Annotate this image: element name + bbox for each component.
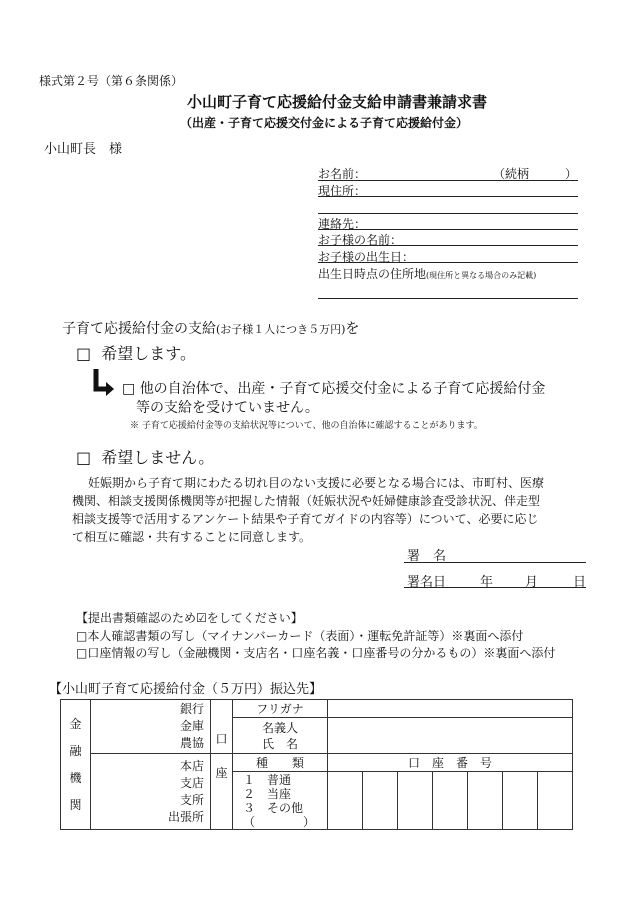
child-birth-field[interactable] — [318, 262, 578, 263]
form-number: 様式第２号（第６条関係） — [39, 74, 184, 88]
account-digit-5[interactable] — [468, 772, 503, 830]
signature-label: 署 名 — [407, 549, 447, 564]
birth-address-note: (現住所と異なる場合のみ記載) — [426, 271, 537, 280]
signature-date-label: 署名日 — [407, 575, 447, 590]
child-name-label: お子様の名前： — [318, 233, 403, 247]
name-label: お名前： — [318, 167, 367, 181]
form-title: 小山町子育て応援給付金支給申請書兼請求書 — [187, 93, 488, 111]
address-field-line2[interactable] — [318, 213, 578, 214]
furigana-label: フリガナ — [233, 700, 328, 718]
relation-label: （続柄 ） — [493, 167, 578, 181]
arrow-down-right-icon — [90, 367, 118, 397]
bank-section-title: 【小山町子育て応援給付金（５万円）振込先】 — [49, 682, 323, 697]
type-label: 種 類 — [233, 754, 328, 772]
doc-item-id[interactable]: □本人確認書類の写し（マイナンバーカード（表面）・運転免許証等）※裏面へ添付 — [76, 629, 524, 643]
day-label: 日 — [573, 575, 587, 590]
bank-name-cell[interactable]: 銀行 金庫 農協 — [91, 700, 211, 754]
account-digit-1[interactable] — [328, 772, 363, 830]
account-digit-3[interactable] — [398, 772, 433, 830]
consent-line-1: 妊娠期から子育て期にわたる切れ目のない支援に必要となる場合には、市町村、医療 — [88, 476, 545, 490]
contact-field[interactable] — [318, 229, 578, 230]
addressee: 小山町長 様 — [44, 142, 123, 157]
option-no-checkbox[interactable]: □ — [76, 448, 92, 467]
option-yes-note: ※ 子育て応援給付金等の支給状況等について、他の自治体に確認することがあります。 — [130, 421, 483, 431]
account-digit-4[interactable] — [433, 772, 468, 830]
account-type-options[interactable]: １ 普通 ２ 当座 ３ その他 （ ） — [233, 772, 328, 830]
option-no[interactable] — [76, 445, 214, 468]
birth-address-field[interactable] — [318, 298, 578, 299]
account-digit-7[interactable] — [538, 772, 573, 830]
option-yes-label: 希望します。 — [101, 344, 197, 363]
consent-line-3: 相談支援等で活用するアンケート結果や子育てガイドの内容等）について、必要に応じ — [72, 512, 539, 526]
option-no-label: 希望しません。 — [101, 448, 215, 467]
bank-info-table — [60, 699, 573, 830]
account-digit-2[interactable] — [363, 772, 398, 830]
child-name-field[interactable] — [318, 245, 578, 246]
holder-field[interactable] — [328, 718, 573, 754]
institution-label: 金 融 機 関 — [61, 700, 91, 830]
month-label: 月 — [525, 575, 539, 590]
signature-date-field[interactable] — [404, 587, 586, 588]
option-yes-sub-checkbox[interactable]: □ — [122, 381, 136, 397]
holder-label: 名義人 氏 名 — [233, 718, 328, 754]
option-yes-sub-line2: 等の支給を受けていません。 — [136, 400, 319, 416]
address-field[interactable] — [318, 196, 578, 197]
consent-line-4: て相互に確認・共有することに同意します。 — [72, 530, 312, 544]
consent-line-2: 機関、相談支援関係機関等が把握した情報（妊娠状況や妊婦健康診査受診状況、伴走型 — [72, 494, 541, 508]
signature-field[interactable] — [404, 562, 586, 563]
child-birth-label: お子様の出生日： — [318, 250, 415, 264]
furigana-field[interactable] — [328, 700, 573, 718]
option-yes-sub[interactable] — [122, 378, 545, 398]
number-label: 口 座 番 号 — [328, 754, 573, 772]
account-label-kou: 口 — [211, 700, 233, 754]
address-label: 現住所： — [318, 184, 367, 198]
name-field[interactable] — [318, 180, 578, 181]
doc-item-account[interactable]: □口座情報の写し（金融機関・支店名・口座名義・口座番号の分かるもの）※裏面へ添付 — [76, 646, 556, 660]
branch-name-cell[interactable]: 本店 支店 支所 出張所 — [91, 754, 211, 830]
option-yes[interactable] — [76, 341, 196, 364]
form-subtitle: （出産・子育て応援交付金による子育て応援給付金） — [180, 116, 469, 130]
option-yes-sub-line1: 他の自治体で、出産・子育て応援交付金による子育て応援給付金 — [139, 381, 546, 397]
docs-header: 【提出書類確認のため☑をしてください】 — [76, 611, 303, 625]
account-digit-6[interactable] — [503, 772, 538, 830]
account-label-za: 座 — [211, 754, 233, 830]
birth-address-label: 出生日時点の住所地(現住所と異なる場合のみ記載) — [318, 267, 537, 281]
year-label: 年 — [480, 575, 494, 590]
option-yes-checkbox[interactable]: □ — [76, 344, 92, 363]
payment-intro: 子育て応援給付金の支給(お子様１人につき５万円)を — [62, 321, 360, 337]
contact-label: 連絡先： — [318, 217, 367, 231]
